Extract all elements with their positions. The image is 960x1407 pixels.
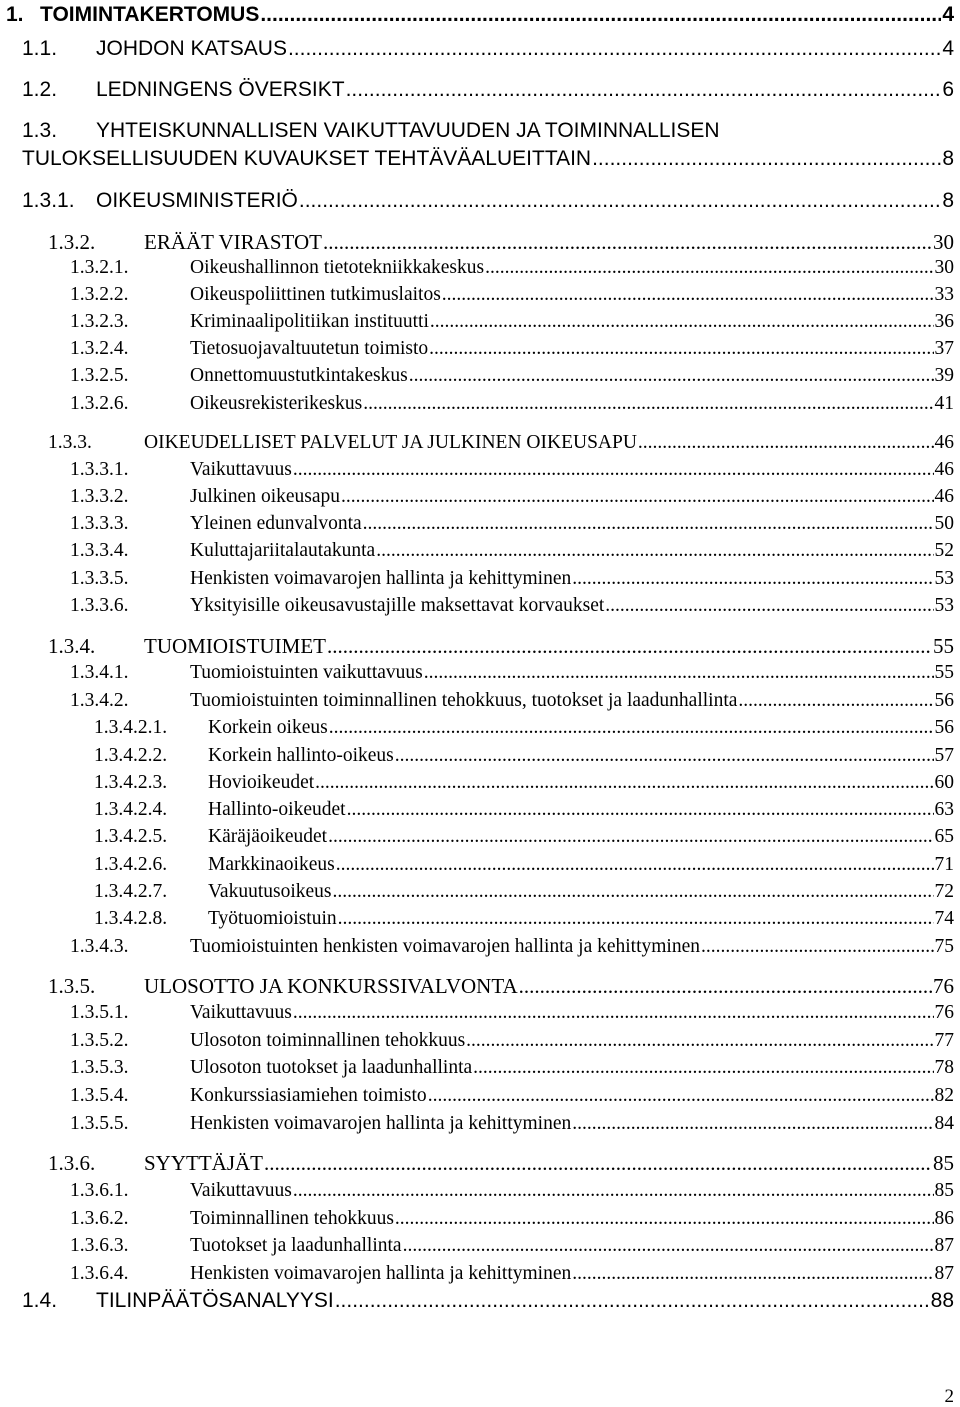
toc-entry-number: 1. [6, 3, 24, 26]
toc-entry[interactable] [48, 971, 954, 1001]
toc-entry-page: 53 [934, 595, 954, 616]
toc-entry-number: 1.3.2. [48, 229, 96, 254]
toc-entry-number: 1.3.5.4. [70, 1085, 129, 1106]
toc-entry[interactable] [70, 389, 954, 419]
toc-entry[interactable] [70, 591, 954, 621]
toc-entry-number: 1.3.6.2. [70, 1208, 129, 1229]
toc-entry-page: 57 [934, 745, 954, 766]
toc-entry-title: Käräjäoikeudet [208, 826, 328, 847]
toc-dot-leader [260, 3, 941, 27]
toc-entry-number: 1.3.3.6. [70, 595, 129, 616]
toc-entry-page: 82 [934, 1085, 954, 1106]
toc-entry-title: Oikeusrekisterikeskus [190, 393, 363, 414]
toc-entry-title: Työtuomioistuin [208, 908, 337, 929]
toc-entry-number: 1.3.6.3. [70, 1235, 129, 1256]
toc-entry-title: Kuluttajariitalautakunta [190, 540, 376, 561]
toc-entry-page: 85 [933, 1150, 954, 1175]
toc-entry-title: Onnettomuustutkintakeskus [190, 365, 408, 386]
toc-entry-number: 1.3.3.2. [70, 486, 129, 507]
toc-dot-leader [315, 772, 933, 794]
toc-dot-leader [264, 1151, 932, 1176]
toc-entry-number: 1.3.4.2.2. [94, 745, 168, 766]
toc-entry[interactable] [70, 361, 954, 391]
toc-entry[interactable] [70, 1026, 954, 1056]
toc-entry-page: 46 [934, 459, 954, 480]
toc-dot-leader [592, 147, 941, 171]
toc-entry-page: 78 [934, 1057, 954, 1078]
toc-entry-title: Oikeuspoliittinen tutkimuslaitos [190, 284, 441, 305]
toc-entry-title: Vaikuttavuus [190, 1180, 292, 1201]
toc-entry-page: 63 [934, 799, 954, 820]
toc-entry-title: Markkinaoikeus [208, 854, 335, 875]
toc-entry-title: Tuomioistuinten toiminnallinen tehokkuus, tuotokset ja laadunhallinta [190, 690, 738, 711]
toc-entry[interactable] [22, 34, 954, 64]
toc-entry-number: 1.4. [22, 1289, 58, 1312]
toc-entry-number: 1.3.3.3. [70, 513, 129, 534]
toc-entry-title: LEDNINGENS ÖVERSIKT [96, 78, 345, 101]
toc-entry-page: 50 [934, 513, 954, 534]
toc-entry-title: Vakuutusoikeus [208, 881, 332, 902]
toc-entry[interactable] [70, 686, 954, 716]
toc-entry[interactable] [70, 932, 954, 962]
toc-entry-title: Konkurssiasiamiehen toimisto [190, 1085, 427, 1106]
toc-entry-page: 87 [934, 1263, 954, 1284]
toc-entry-number: 1.3.2.2. [70, 284, 129, 305]
toc-entry-title: TILINPÄÄTÖSANALYYSI [96, 1289, 334, 1312]
toc-entry-number: 1.3.2.3. [70, 311, 129, 332]
toc-entry-number: 1.3.5. [48, 973, 96, 998]
toc-dot-leader [442, 284, 934, 306]
toc-entry-number: 1.3.5.5. [70, 1113, 129, 1134]
toc-entry-page: 36 [934, 311, 954, 332]
toc-dot-leader [323, 230, 932, 255]
toc-entry[interactable] [94, 877, 954, 907]
toc-entry-page: 33 [934, 284, 954, 305]
toc-entry-page: 84 [934, 1113, 954, 1134]
toc-entry-title: YHTEISKUNNALLISEN VAIKUTTAVUUDEN JA TOIMINNALLISEN [96, 119, 720, 142]
toc-entry-title: Henkisten voimavarojen hallinta ja kehittyminen [190, 1113, 572, 1134]
toc-entry-page: 85 [934, 1180, 954, 1201]
toc-dot-leader [288, 37, 941, 61]
toc-entry-number: 1.3.2.1. [70, 257, 129, 278]
toc-entry[interactable] [70, 564, 954, 594]
toc-entry-page: 8 [942, 147, 954, 170]
toc-dot-leader [363, 393, 933, 415]
toc-entry-title: Tuomioistuinten vaikuttavuus [190, 662, 423, 683]
toc-dot-leader [428, 1085, 934, 1107]
toc-entry-page: 8 [942, 189, 954, 212]
toc-entry[interactable] [70, 334, 954, 364]
toc-entry-number: 1.3.3.4. [70, 540, 129, 561]
toc-entry[interactable] [94, 822, 954, 852]
toc-entry-title: Yksityisille oikeusavustajille maksettavat korvaukset [190, 595, 605, 616]
toc-entry[interactable] [22, 186, 954, 216]
toc-entry[interactable] [70, 280, 954, 310]
toc-dot-leader [395, 745, 934, 767]
toc-entry[interactable] [48, 1148, 954, 1178]
toc-entry-page: 76 [933, 973, 954, 998]
toc-entry-title: Kriminaalipolitiikan instituutti [190, 311, 429, 332]
toc-entry[interactable] [48, 428, 954, 458]
toc-entry-title: Korkein oikeus [208, 717, 328, 738]
toc-entry-title: ERÄÄT VIRASTOT [144, 229, 322, 254]
toc-entry-title: SYYTTÄJÄT [144, 1150, 263, 1175]
toc-dot-leader [409, 365, 934, 387]
page-number: 2 [944, 1386, 954, 1407]
toc-entry-number: 1.3.3.5. [70, 568, 129, 589]
toc-entry-number: 1.3.5.1. [70, 1002, 129, 1023]
toc-dot-leader [293, 459, 934, 481]
toc-dot-leader [701, 936, 934, 958]
toc-entry-number: 1.3.2.5. [70, 365, 129, 386]
toc-entry-page: 76 [934, 1002, 954, 1023]
toc-entry-title: Ulosoton tuotokset ja laadunhallinta [190, 1057, 473, 1078]
toc-entry-number: 1.3.5.3. [70, 1057, 129, 1078]
toc-entry-page: 53 [934, 568, 954, 589]
toc-dot-leader [572, 1263, 933, 1285]
toc-entry-title: TULOKSELLISUUDEN KUVAUKSET TEHTÄVÄALUEITTAIN [22, 147, 592, 170]
toc-dot-leader [341, 486, 933, 508]
toc-entry-title: Julkinen oikeusapu [190, 486, 341, 507]
toc-entry[interactable] [70, 1259, 954, 1289]
toc-dot-leader [424, 662, 934, 684]
toc-dot-leader [466, 1030, 933, 1052]
toc-entry-page: 74 [934, 908, 954, 929]
toc-entry-number: 1.3.5.2. [70, 1030, 129, 1051]
toc-entry-number: 1.3.6. [48, 1150, 96, 1175]
toc-entry-number: 1.3.4.2. [70, 690, 129, 711]
toc-entry-title: Vaikuttavuus [190, 459, 292, 480]
toc-dot-leader [572, 1113, 933, 1135]
toc-dot-leader [429, 338, 933, 360]
toc-entry-page: 87 [934, 1235, 954, 1256]
toc-entry-page: 39 [934, 365, 954, 386]
toc-entry-title: Vaikuttavuus [190, 1002, 292, 1023]
toc-dot-leader [329, 717, 934, 739]
toc-entry-number: 1.3.4.2.1. [94, 717, 168, 738]
toc-entry-page: 75 [934, 936, 954, 957]
toc-dot-leader [430, 311, 934, 333]
toc-entry-page: 4 [942, 37, 954, 60]
toc-entry-number: 1.3.4.2.7. [94, 881, 168, 902]
toc-entry-title: Henkisten voimavarojen hallinta ja kehittyminen [190, 1263, 572, 1284]
toc-entry[interactable] [70, 536, 954, 566]
toc-entry-page: 72 [934, 881, 954, 902]
toc-dot-leader [293, 1002, 934, 1024]
toc-entry[interactable] [94, 713, 954, 743]
toc-entry-title: JOHDON KATSAUS [96, 37, 287, 60]
toc-entry-title: TOIMINTAKERTOMUS [40, 3, 260, 26]
toc-dot-leader [333, 881, 934, 903]
toc-entry[interactable] [70, 253, 954, 283]
toc-entry[interactable] [70, 482, 954, 512]
toc-entry[interactable] [22, 75, 954, 105]
toc-entry-title: Henkisten voimavarojen hallinta ja kehittyminen [190, 568, 572, 589]
toc-dot-leader [485, 257, 933, 279]
toc-entry-number: 1.1. [22, 37, 58, 60]
toc-dot-leader [347, 799, 934, 821]
toc-entry-page: 65 [934, 826, 954, 847]
toc-entry-title: Oikeushallinnon tietotekniikkakeskus [190, 257, 485, 278]
toc-entry-page: 55 [933, 633, 954, 658]
toc-entry-page: 86 [934, 1208, 954, 1229]
toc-entry-number: 1.3.3. [48, 432, 92, 453]
toc-entry[interactable] [70, 1081, 954, 1111]
toc-entry[interactable] [70, 509, 954, 539]
toc-entry-page: 6 [942, 78, 954, 101]
toc-entry-title: Hallinto-oikeudet [208, 799, 346, 820]
toc-entry-page: 52 [934, 540, 954, 561]
toc-entry[interactable] [70, 658, 954, 688]
toc-entry-title: Toiminnallinen tehokkuus [190, 1208, 394, 1229]
toc-dot-leader [336, 854, 934, 876]
toc-entry-number: 1.3.3.1. [70, 459, 129, 480]
toc-entry-number: 1.3.1. [22, 189, 75, 212]
toc-dot-leader [605, 595, 933, 617]
toc-entry-title: Korkein hallinto-oikeus [208, 745, 394, 766]
toc-entry[interactable] [70, 455, 954, 485]
toc-entry[interactable] [6, 0, 954, 30]
toc-dot-leader [338, 908, 934, 930]
toc-entry[interactable] [70, 998, 954, 1028]
toc-entry-number: 1.3.4.2.6. [94, 854, 168, 875]
toc-entry-page: 71 [934, 854, 954, 875]
toc-entry-title: Tuotokset ja laadunhallinta [190, 1235, 402, 1256]
toc-entry[interactable] [70, 1176, 954, 1206]
toc-dot-leader [299, 189, 941, 213]
toc-entry[interactable] [70, 1053, 954, 1083]
toc-entry[interactable] [70, 1204, 954, 1234]
toc-entry-number: 1.3.4.3. [70, 936, 129, 957]
toc-entry-number: 1.3.6.4. [70, 1263, 129, 1284]
toc-entry[interactable] [70, 307, 954, 337]
toc-entry-title: TUOMIOISTUIMET [144, 633, 326, 658]
toc-entry-title: OIKEUSMINISTERIÖ [96, 189, 298, 212]
toc-entry-number: 1.3.4.2.5. [94, 826, 168, 847]
toc-entry-page: 30 [934, 257, 954, 278]
toc-dot-leader [638, 432, 934, 454]
toc-dot-leader [335, 1289, 930, 1313]
toc-entry-number: 1.3.4. [48, 633, 96, 658]
toc-entry-page: 30 [933, 229, 954, 254]
toc-entry-number: 1.3.4.1. [70, 662, 129, 683]
toc-entry-title: OIKEUDELLISET PALVELUT JA JULKINEN OIKEUSAPU [144, 432, 637, 453]
toc-entry-number: 1.3.2.4. [70, 338, 129, 359]
toc-dot-leader [519, 974, 932, 999]
toc-entry-number: 1.3.2.6. [70, 393, 129, 414]
toc-entry-page: 56 [934, 717, 954, 738]
toc-entry-page: 4 [942, 3, 954, 26]
toc-entry[interactable] [22, 116, 954, 146]
toc-entry[interactable] [94, 768, 954, 798]
toc-entry-page: 46 [934, 486, 954, 507]
toc-entry-title: Tuomioistuinten henkisten voimavarojen hallinta ja kehittyminen [190, 936, 700, 957]
toc-entry[interactable] [94, 741, 954, 771]
toc-entry[interactable] [70, 1109, 954, 1139]
toc-dot-leader [403, 1235, 934, 1257]
toc-dot-leader [376, 540, 933, 562]
toc-entry-number: 1.3.6.1. [70, 1180, 129, 1201]
toc-entry-number: 1.3.4.2.3. [94, 772, 168, 793]
toc-dot-leader [572, 568, 933, 590]
toc-dot-leader [327, 634, 932, 659]
toc-entry-page: 88 [930, 1289, 954, 1312]
toc-entry-page: 60 [934, 772, 954, 793]
toc-dot-leader [738, 690, 933, 712]
toc-entry-page: 41 [934, 393, 954, 414]
toc-entry[interactable] [70, 1231, 954, 1261]
toc-entry-page: 46 [934, 432, 954, 453]
toc-entry-number: 1.2. [22, 78, 58, 101]
toc-entry[interactable] [22, 1286, 954, 1316]
toc-dot-leader [395, 1208, 934, 1230]
toc-entry-page: 55 [934, 662, 954, 683]
toc-entry-title: Hovioikeudet [208, 772, 315, 793]
toc-entry-number: 1.3. [22, 119, 58, 142]
toc-entry[interactable] [94, 850, 954, 880]
toc-entry-page: 56 [934, 690, 954, 711]
toc-entry[interactable] [22, 144, 954, 174]
toc-entry-title: Ulosoton toiminnallinen tehokkuus [190, 1030, 466, 1051]
toc-entry-title: ULOSOTTO JA KONKURSSIVALVONTA [144, 973, 518, 998]
toc-dot-leader [363, 513, 934, 535]
toc-dot-leader [328, 826, 933, 848]
toc-entry[interactable] [94, 795, 954, 825]
toc-dot-leader [293, 1180, 934, 1202]
toc-entry-title: Yleinen edunvalvonta [190, 513, 362, 534]
toc-entry-page: 37 [934, 338, 954, 359]
toc-dot-leader [346, 78, 942, 102]
toc-entry-page: 77 [934, 1030, 954, 1051]
toc-entry[interactable] [94, 904, 954, 934]
toc-dot-leader [473, 1057, 933, 1079]
toc-entry-title: Tietosuojavaltuutetun toimisto [190, 338, 429, 359]
toc-entry-number: 1.3.4.2.4. [94, 799, 168, 820]
toc-entry-number: 1.3.4.2.8. [94, 908, 168, 929]
toc-entry[interactable] [48, 631, 954, 661]
